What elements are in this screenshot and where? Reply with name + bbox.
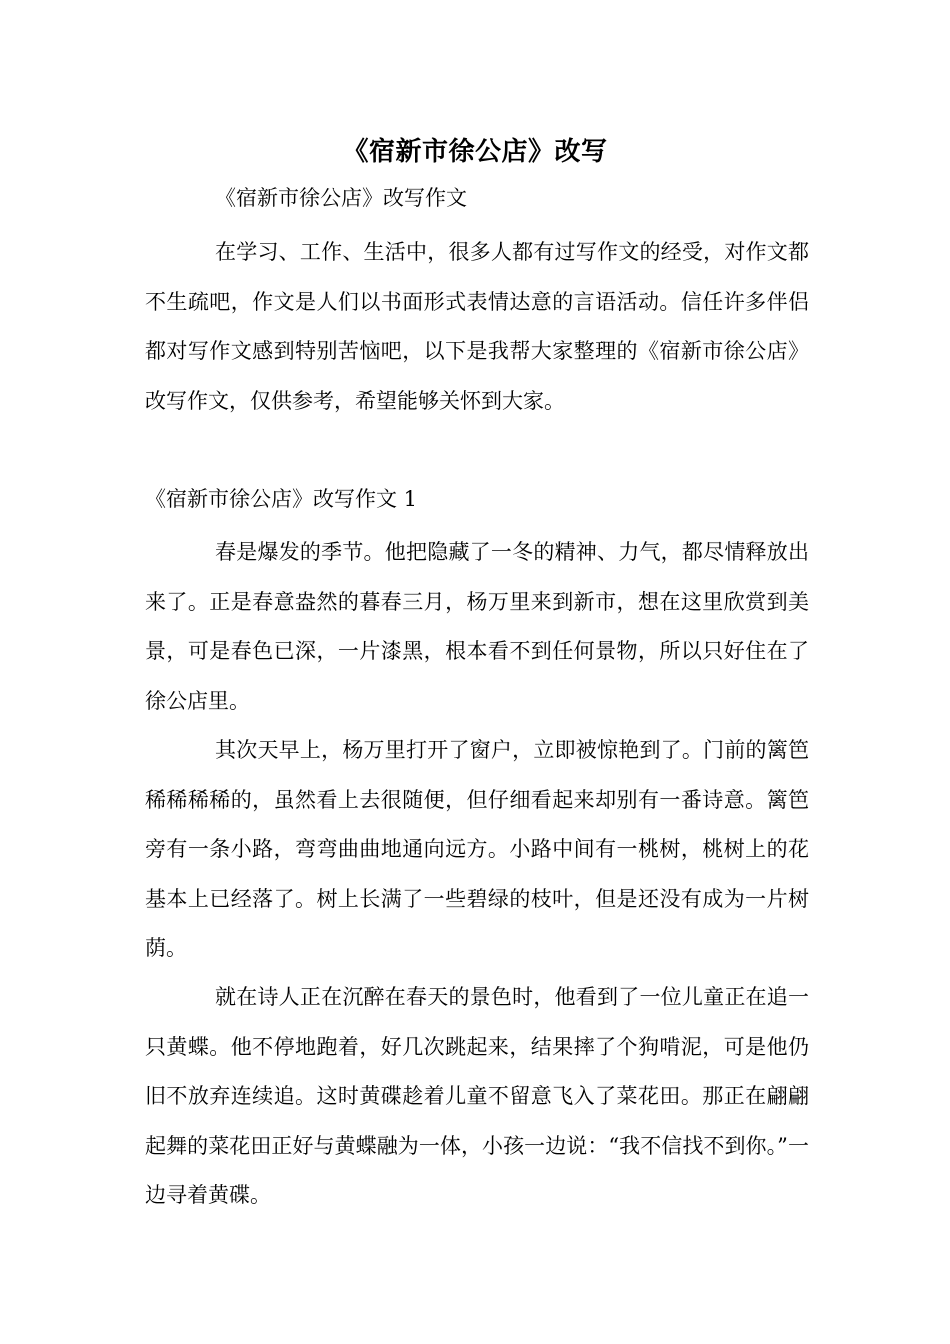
- intro-paragraph: 在学习、工作、生活中，很多人都有过写作文的经受，对作文都不生疏吧，作文是人们以书面形式表情达意的言语活动。信任许多伴侣都对写作文感到特别苦恼吧，以下是我帮大家整理的《宿新市徐公店》改写作文，仅供参考，希望能够关怀到大家。: [145, 240, 809, 413]
- section-heading: 《宿新市徐公店》改写作文 1: [145, 487, 418, 511]
- body-paragraph-1: 春是爆发的季节。他把隐藏了一冬的精神、力气，都尽情释放出来了。正是春意盎然的暮春三月，杨万里来到新市，想在这里欣赏到美景，可是春色已深，一片漆黑，根本看不到任何景物，所以只好住在了徐公店里。: [145, 540, 809, 713]
- document-title: 《宿新市徐公店》改写: [342, 137, 608, 167]
- document-subtitle: 《宿新市徐公店》改写作文: [215, 186, 467, 210]
- body-paragraph-3: 就在诗人正在沉醉在春天的景色时，他看到了一位儿童正在追一只黄蝶。他不停地跑着，好几次跳起来，结果摔了个狗啃泥，可是他仍旧不放弃连续追。这时黄碟趁着儿童不留意飞入了菜花田。那正在翩翩起舞的菜花田正好与黄蝶融为一体，小孩一边说：“我不信找不到你。”一边寻着黄碟。: [145, 985, 809, 1207]
- body-paragraph-2: 其次天早上，杨万里打开了窗户，立即被惊艳到了。门前的篱笆稀稀稀稀的，虽然看上去很随便，但仔细看起来却别有一番诗意。篱笆旁有一条小路，弯弯曲曲地通向远方。小路中间有一桃树，桃树上的花基本上已经落了。树上长满了一些碧绿的枝叶，但是还没有成为一片树荫。: [145, 738, 809, 960]
